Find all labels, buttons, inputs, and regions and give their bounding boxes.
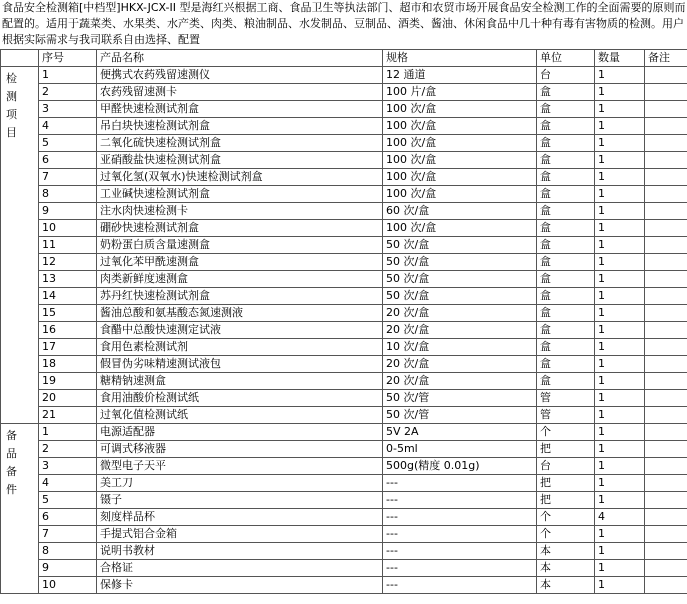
table-row [1,322,687,339]
row-index: 7 [39,526,97,543]
product-name: 合格证 [97,560,383,577]
row-index: 4 [39,118,97,135]
header-quantity: 数量 [595,50,645,67]
quantity: 1 [595,424,645,441]
quantity: 1 [595,152,645,169]
remark [645,509,687,526]
remark [645,271,687,288]
remark [645,135,687,152]
remark [645,339,687,356]
unit: 盒 [537,135,595,152]
row-index: 18 [39,356,97,373]
spec: --- [383,577,537,594]
product-name: 农药残留速测卡 [97,84,383,101]
table-row [1,101,687,118]
product-name: 刻度样品杯 [97,509,383,526]
product-name: 便携式农药残留速测仪 [97,67,383,84]
row-index: 1 [39,67,97,84]
row-index: 21 [39,407,97,424]
quantity: 1 [595,237,645,254]
table-row [1,560,687,577]
unit: 盒 [537,322,595,339]
unit: 盒 [537,118,595,135]
quantity: 1 [595,339,645,356]
row-index: 6 [39,509,97,526]
table-row [1,390,687,407]
spec: 100 次/盒 [383,169,537,186]
quantity: 1 [595,135,645,152]
spec: 100 片/盒 [383,84,537,101]
table-row [1,407,687,424]
quantity: 1 [595,458,645,475]
unit: 盒 [537,84,595,101]
quantity: 4 [595,509,645,526]
quantity: 1 [595,305,645,322]
quantity: 1 [595,543,645,560]
unit: 盒 [537,203,595,220]
table-row [1,526,687,543]
remark [645,407,687,424]
row-index: 1 [39,424,97,441]
spec: --- [383,543,537,560]
spec: 100 次/盒 [383,118,537,135]
row-index: 2 [39,441,97,458]
spec: 20 次/盒 [383,322,537,339]
quantity: 1 [595,67,645,84]
spec: --- [383,509,537,526]
unit: 管 [537,407,595,424]
remark [645,237,687,254]
quantity: 1 [595,322,645,339]
quantity: 1 [595,118,645,135]
unit: 本 [537,577,595,594]
unit: 盒 [537,254,595,271]
quantity: 1 [595,441,645,458]
remark [645,254,687,271]
product-name: 可调式移液器 [97,441,383,458]
remark [645,322,687,339]
unit: 个 [537,526,595,543]
spec: 100 次/盒 [383,220,537,237]
remark [645,441,687,458]
quantity: 1 [595,186,645,203]
category-char: 项 [6,108,17,121]
product-name: 说明书教材 [97,543,383,560]
product-name: 保修卡 [97,577,383,594]
product-name: 注水肉快速检测卡 [97,203,383,220]
remark [645,390,687,407]
remark [645,492,687,509]
table-row [1,271,687,288]
unit: 盒 [537,220,595,237]
category-char: 件 [6,483,17,496]
quantity: 1 [595,203,645,220]
table-row [1,475,687,492]
remark [645,67,687,84]
category-char: 检 [6,72,17,85]
unit: 盒 [537,305,595,322]
product-name: 亚硝酸盐快速检测试剂盒 [97,152,383,169]
row-index: 8 [39,186,97,203]
row-index: 6 [39,152,97,169]
table-row [1,543,687,560]
product-name: 酱油总酸和氨基酸态氮速测液 [97,305,383,322]
unit: 盒 [537,288,595,305]
row-index: 10 [39,220,97,237]
spec: 100 次/盒 [383,135,537,152]
remark [645,169,687,186]
row-index: 13 [39,271,97,288]
unit: 盒 [537,152,595,169]
row-index: 3 [39,458,97,475]
spec: 50 次/盒 [383,288,537,305]
product-name: 工业碱快速检测试剂盒 [97,186,383,203]
product-name: 假冒伪劣味精速测试液包 [97,356,383,373]
unit: 盒 [537,271,595,288]
quantity: 1 [595,169,645,186]
spec: 50 次/盒 [383,254,537,271]
row-index: 16 [39,322,97,339]
spec: --- [383,526,537,543]
spec: 50 次/盒 [383,271,537,288]
table-row [1,356,687,373]
row-index: 2 [39,84,97,101]
spec: 60 次/盒 [383,203,537,220]
product-name: 食用油酸价检测试纸 [97,390,383,407]
spec: 50 次/管 [383,390,537,407]
unit: 把 [537,492,595,509]
table-row [1,424,687,441]
unit: 盒 [537,169,595,186]
spec: 0-5ml [383,441,537,458]
quantity: 1 [595,373,645,390]
header-product-name: 产品名称 [97,50,383,67]
product-name: 食醋中总酸快速测定试液 [97,322,383,339]
table-row [1,152,687,169]
row-index: 5 [39,135,97,152]
row-index: 15 [39,305,97,322]
row-index: 5 [39,492,97,509]
unit: 本 [537,560,595,577]
unit: 把 [537,475,595,492]
table-row [1,339,687,356]
unit: 盒 [537,339,595,356]
table-row [1,186,687,203]
unit: 台 [537,67,595,84]
header-remark: 备注 [645,50,687,67]
category-char: 测 [6,90,17,103]
spec: 20 次/盒 [383,373,537,390]
product-name: 微型电子天平 [97,458,383,475]
intro-paragraph: 食品安全检测箱[中档型]HKX-JCX-II 型是海红兴根据工商、食品卫生等执法部门、超市和农贸市场开展食品安全检测工作的全面需要的原则而配置的。适用于蔬菜类、水果类、水产类、肉类、粮油制品、水发制品、豆制品、酒类、酱油、休闲食品中几十种有毒有害物质的检测。用户根据实际需求与我司联系自由选择、配置 [2,1,686,46]
remark [645,560,687,577]
spec: 100 次/盒 [383,152,537,169]
table-row [1,305,687,322]
table-row [1,237,687,254]
table-row [1,169,687,186]
spec: 500g(精度 0.01g) [383,458,537,475]
remark [645,203,687,220]
row-index: 14 [39,288,97,305]
table-row [1,458,687,475]
table-row [1,254,687,271]
product-name: 过氧化苯甲酰速测盒 [97,254,383,271]
product-name: 过氧化氢(双氧水)快速检测试剂盒 [97,169,383,186]
quantity: 1 [595,407,645,424]
unit: 盒 [537,356,595,373]
spec: 20 次/盒 [383,356,537,373]
row-index: 9 [39,560,97,577]
spec: 20 次/盒 [383,305,537,322]
unit: 台 [537,458,595,475]
product-name: 镊子 [97,492,383,509]
remark [645,84,687,101]
table-row [1,373,687,390]
unit: 管 [537,390,595,407]
table-row [1,84,687,101]
product-name: 食用色素检测试剂 [97,339,383,356]
spec: 100 次/盒 [383,101,537,118]
product-name: 肉类新鲜度速测盒 [97,271,383,288]
product-name: 电源适配器 [97,424,383,441]
quantity: 1 [595,101,645,118]
row-index: 4 [39,475,97,492]
remark [645,220,687,237]
quantity: 1 [595,526,645,543]
quantity: 1 [595,84,645,101]
quantity: 1 [595,356,645,373]
header-category [1,50,39,67]
spec: 50 次/管 [383,407,537,424]
table-row [1,441,687,458]
remark [645,152,687,169]
category-cell [1,424,39,594]
unit: 盒 [537,101,595,118]
spec: 10 次/盒 [383,339,537,356]
category-char: 备 [6,465,17,478]
unit: 本 [537,543,595,560]
table-row [1,67,687,84]
row-index: 17 [39,339,97,356]
category-cell [1,67,39,424]
quantity: 1 [595,577,645,594]
spec: 12 通道 [383,67,537,84]
table-row [1,577,687,594]
quantity: 1 [595,390,645,407]
remark [645,526,687,543]
product-name: 过氧化值检测试纸 [97,407,383,424]
category-char: 目 [6,126,17,139]
spec: 5V 2A [383,424,537,441]
quantity: 1 [595,288,645,305]
remark [645,356,687,373]
product-name: 硼砂快速检测试剂盒 [97,220,383,237]
spec: --- [383,492,537,509]
table-row [1,220,687,237]
spec: --- [383,560,537,577]
header-row [1,50,687,67]
remark [645,288,687,305]
table-row [1,288,687,305]
row-index: 7 [39,169,97,186]
remark [645,186,687,203]
remark [645,373,687,390]
category-char: 品 [6,447,17,460]
quantity: 1 [595,560,645,577]
table-row [1,203,687,220]
product-table [0,49,687,594]
quantity: 1 [595,492,645,509]
spec: 100 次/盒 [383,186,537,203]
category-char: 备 [6,429,17,442]
unit: 盒 [537,373,595,390]
product-name: 苏丹红快速检测试剂盒 [97,288,383,305]
product-name: 手提式铝合金箱 [97,526,383,543]
spec: --- [383,475,537,492]
product-name: 美工刀 [97,475,383,492]
table-row [1,135,687,152]
header-spec: 规格 [383,50,537,67]
unit: 把 [537,441,595,458]
row-index: 12 [39,254,97,271]
quantity: 1 [595,220,645,237]
unit: 盒 [537,237,595,254]
row-index: 10 [39,577,97,594]
remark [645,577,687,594]
product-name: 奶粉蛋白质含量速测盒 [97,237,383,254]
row-index: 19 [39,373,97,390]
unit: 盒 [537,186,595,203]
quantity: 1 [595,475,645,492]
remark [645,424,687,441]
remark [645,475,687,492]
spec: 50 次/盒 [383,237,537,254]
remark [645,543,687,560]
row-index: 9 [39,203,97,220]
row-index: 8 [39,543,97,560]
table-row [1,509,687,526]
unit: 个 [537,424,595,441]
unit: 个 [537,509,595,526]
product-name: 甲醛快速检测试剂盒 [97,101,383,118]
row-index: 3 [39,101,97,118]
quantity: 1 [595,254,645,271]
remark [645,305,687,322]
header-unit: 单位 [537,50,595,67]
product-name: 二氧化硫快速检测试剂盒 [97,135,383,152]
table-row [1,118,687,135]
header-index: 序号 [39,50,97,67]
remark [645,458,687,475]
product-name: 糖精钠速测盒 [97,373,383,390]
row-index: 11 [39,237,97,254]
quantity: 1 [595,271,645,288]
remark [645,101,687,118]
product-name: 吊白块快速检测试剂盒 [97,118,383,135]
table-row [1,492,687,509]
remark [645,118,687,135]
row-index: 20 [39,390,97,407]
